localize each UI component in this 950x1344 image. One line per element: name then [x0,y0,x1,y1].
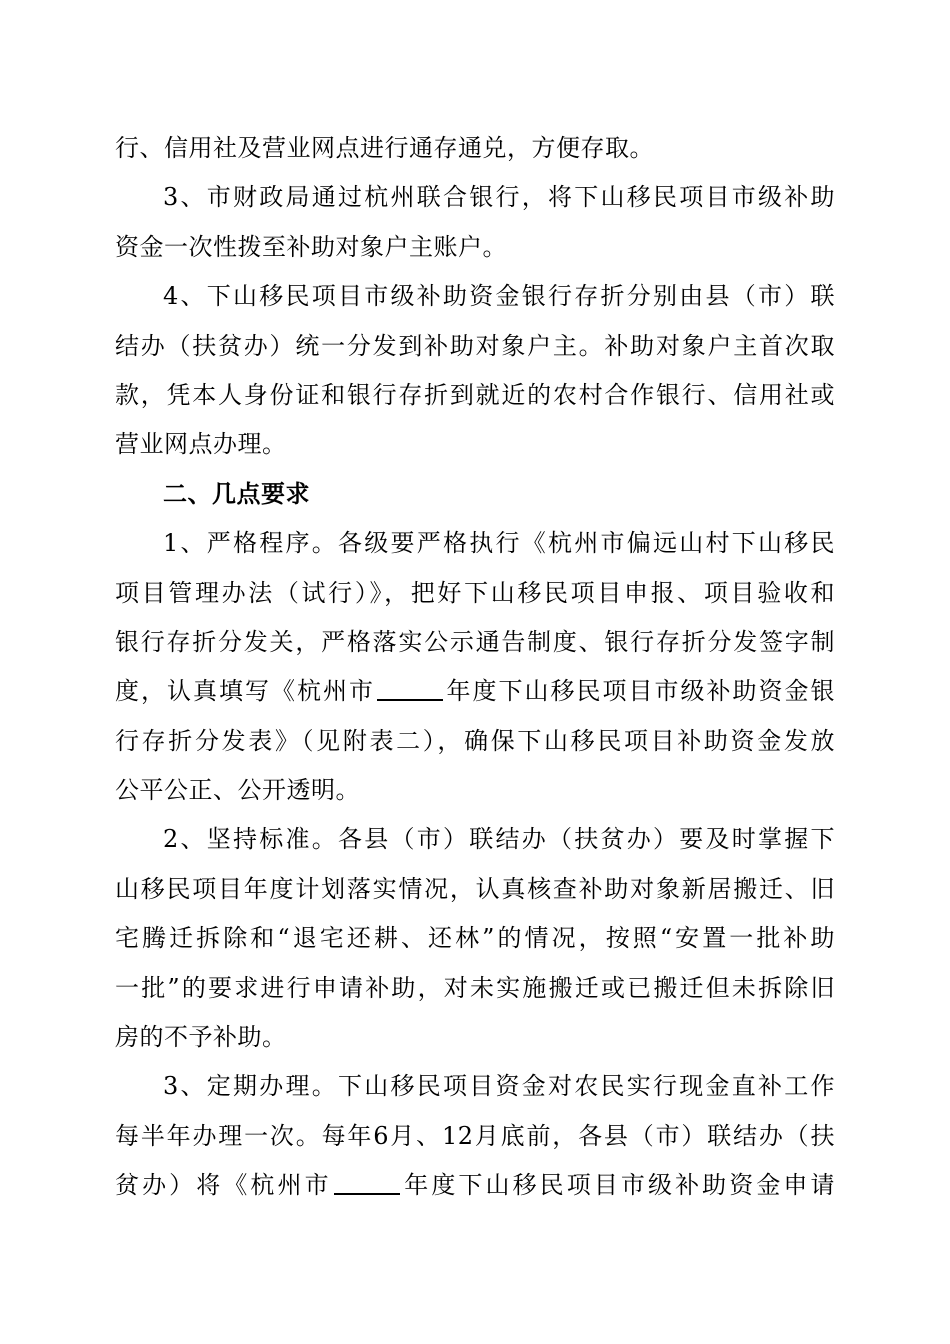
paragraph-line: 行存折分发表》（见附表二），确保下山移民项目补助资金发放 [115,726,835,755]
text-segment: 年度下山移民项目市级补助资金银 [445,677,835,706]
document-page [115,124,835,1211]
paragraph-line: 2、坚持标准。各县（市）联结办（扶贫办）要及时掌握下 [163,825,835,854]
paragraph-line: 4、下山移民项目市级补助资金银行存折分别由县（市）联 [163,282,835,311]
paragraph-line: 3、市财政局通过杭州联合银行，将下山移民项目市级补助 [163,183,835,212]
paragraph-line: 宅腾迁拆除和“退宅还耕、还林”的情况，按照“安置一批补助 [115,924,835,953]
paragraph-line [115,1161,835,1210]
paragraph-line: 公平公正、公开透明。 [115,776,360,805]
paragraph-line: 1、严格程序。各级要严格执行《杭州市偏远山村下山移民 [163,529,835,558]
paragraph-line: 每半年办理一次。每年6月、12月底前，各县（市）联结办（扶 [115,1121,835,1150]
paragraph-line: 3、定期办理。下山移民项目资金对农民实行现金直补工作 [163,1072,835,1101]
paragraph-line: 行、信用社及营业网点进行通存通兑，方便存取。 [115,134,654,162]
text-segment: 年度下山移民项目市级补助资金申请 [401,1171,836,1200]
paragraph-line: 银行存折分发关，严格落实公示通告制度、银行存折分发签字制 [115,627,835,656]
paragraph-line: 山移民项目年度计划落实情况，认真核查补助对象新居搬迁、旧 [115,874,835,903]
paragraph-line: 款，凭本人身份证和银行存折到就近的农村合作银行、信用社或 [115,380,835,409]
paragraph-line: 营业网点办理。 [115,430,287,459]
paragraph-line [115,667,835,716]
paragraph-line: 房的不予补助。 [115,1023,287,1052]
fill-in-blank [334,1171,400,1195]
text-segment: 度，认真填写《杭州市 [115,677,375,706]
paragraph-line: 资金一次性拨至补助对象户主账户。 [115,232,507,261]
section-heading: 二、几点要求 [163,479,310,508]
paragraph-line: 一批”的要求进行申请补助，对未实施搬迁或已搬迁但未拆除旧 [115,973,835,1002]
paragraph-line: 结办（扶贫办）统一分发到补助对象户主。补助对象户主首次取 [115,331,835,360]
fill-in-blank [377,677,443,701]
text-segment: 贫办）将《杭州市 [115,1171,332,1200]
paragraph-line: 项目管理办法（试行）》，把好下山移民项目申报、项目验收和 [115,578,835,607]
